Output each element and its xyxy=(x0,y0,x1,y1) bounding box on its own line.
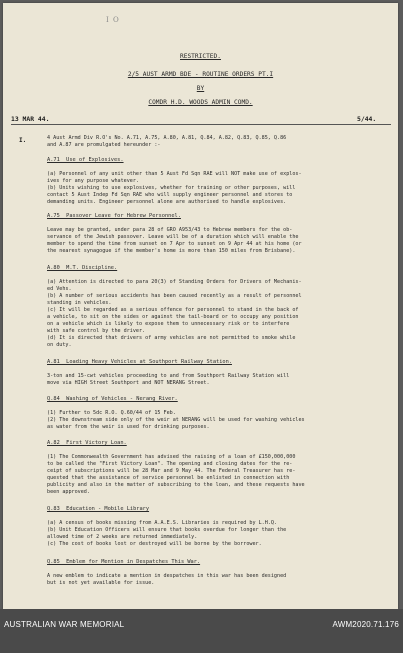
section-line: (a) A census of books missing from A.A.E.S. Libraries is required by L.H.Q. xyxy=(47,520,278,526)
section-line: (c) The cost of books lost or destroyed will be borne by the borrower. xyxy=(47,541,262,547)
section-line: ed Vehs. xyxy=(47,286,72,292)
section-heading: A.82 First Victory Loan. xyxy=(47,440,127,446)
archive-credit: AUSTRALIAN WAR MEMORIAL xyxy=(4,620,125,629)
section-line: member to spend the time from sunset on 7 Apr to sunset on 9 Apr 44 at his home (or xyxy=(47,241,302,247)
section-line: Leave may be granted, under para 28 of GRO A953/43 to Hebrew members for the ob- xyxy=(47,227,293,233)
section-line: servance of the Jewish passover. Leave will be of a duration which will enable the xyxy=(47,234,299,240)
section-line: (a) Personnel of any unit other than 5 Aust Fd Sqn RAE will NOT make use of explos- xyxy=(47,171,302,177)
header-rule xyxy=(11,124,391,125)
document-title: 2/5 AUST ARMD BDE - ROUTINE ORDERS PT.I xyxy=(127,71,274,78)
section-line: (b) Unit Education Officers will ensure that books overdue for longer than the xyxy=(47,527,287,533)
section-line: (a) Attention is directed to para 20(3) of Standing Orders for Drivers of Mechanis- xyxy=(47,279,302,285)
archive-footer-bar xyxy=(0,609,403,653)
section-heading: A.75 Passover Leave for Hebrew Personnel. xyxy=(47,213,181,219)
section-line: a vehicle, to sit on the sides or against the tail-board or to occupy any position xyxy=(47,314,299,320)
section-line: demanding units. Engineer personnel alone are authorised to handle explosives. xyxy=(47,199,287,205)
section-line: publicity and also in the matter of subscribing to the loan, and these requests have xyxy=(47,482,305,488)
section-line: on a vehicle which is likely to expose them to unnecessary risk or to interfere xyxy=(47,321,290,327)
section-heading: A.81 Loading Heavy Vehicles at Southport Railway Station. xyxy=(47,359,232,365)
section-line: (c) It will be regarded as a serious offence for personnel to stand in the back of xyxy=(47,307,299,313)
intro-line-1: 4 Aust Armd Div R.O's No. A.71, A.75, A.80, A.81, Q.84, A.82, Q.83, Q.85, Q.86 xyxy=(47,135,287,141)
section-line: (b) A number of serious accidents has been caused recently as a result of personnel xyxy=(47,293,302,299)
section-line: as water from the weir is used for drinking purposes. xyxy=(47,424,210,430)
section-line: (2) The downstream side only of the weir at NERANG will be used for washing vehicles xyxy=(47,417,305,423)
section-line: on duty. xyxy=(47,342,72,348)
section-line: quested that the assistance of service personnel be enlisted in connection with xyxy=(47,475,290,481)
by-line: BY xyxy=(196,85,205,92)
order-date: 13 MAR 44. xyxy=(11,115,50,123)
document-page xyxy=(3,3,398,609)
section-line: A new emblem to indicate a mention in despatches in this war has been designed xyxy=(47,573,287,579)
restriction-marking: RESTRICTED. xyxy=(180,53,221,60)
section-line: 3-ton and 15-cwt vehicles proceeding to and from Southport Railway Station will xyxy=(47,373,290,379)
section-line: the nearest synagogue if the member's home is more than 150 miles from Brisbane). xyxy=(47,248,296,254)
section-heading: A.71 Use of Explosives. xyxy=(47,157,124,163)
section-heading: Q.85 Emblem for Mention in Despatches This War. xyxy=(47,559,201,565)
authority-line: COMDR H.D. WOODS ADMIN COMD. xyxy=(148,99,253,106)
archive-accession-number: AWM2020.71.176 xyxy=(332,620,399,629)
section-line: standing in vehicles. xyxy=(47,300,112,306)
section-line: to be called the "First Victory Loan". The opening and closing dates for the re- xyxy=(47,461,293,467)
item-number: I. xyxy=(19,137,27,144)
section-line: been approved. xyxy=(47,489,90,495)
section-line: ives for any purpose whatever. xyxy=(47,178,140,184)
pencil-mark: I O xyxy=(106,16,120,24)
section-line: (d) It is directed that drivers of army vehicles are not permitted to smoke while xyxy=(47,335,296,341)
section-line: ceipt of subscriptions will be 28 Mar and 9 May 44. The Federal Treasurer has re- xyxy=(47,468,296,474)
section-line: (b) Units wishing to use explosives, whether for training or other purposes, will xyxy=(47,185,296,191)
section-line: contact 5 Aust Indep Fd Sqn RAE who will supply engineer personnel and stores to xyxy=(47,192,293,198)
intro-line-2: and A.87 are promulgated hereunder :- xyxy=(47,142,161,148)
section-line: (1) The Commonwealth Government has advised the raising of a loan of £150,000,000 xyxy=(47,454,296,460)
section-line: allowed time of 2 weeks are returned immediately. xyxy=(47,534,198,540)
section-heading: Q.84 Washing of Vehicles - Nerang River. xyxy=(47,396,178,402)
section-heading: A.80 M.T. Discipline. xyxy=(47,265,118,271)
section-heading: Q.83 Education - Mobile Library xyxy=(47,506,150,512)
order-number: 5/44. xyxy=(357,115,377,123)
section-line: (1) Further to 5dc R.O. Q.60/44 of 15 Feb. xyxy=(47,410,176,416)
section-line: move via HIGH Street Southport and NOT NERANG Street. xyxy=(47,380,210,386)
section-line: but is not yet available for issue. xyxy=(47,580,155,586)
section-line: with safe control by the driver. xyxy=(47,328,146,334)
